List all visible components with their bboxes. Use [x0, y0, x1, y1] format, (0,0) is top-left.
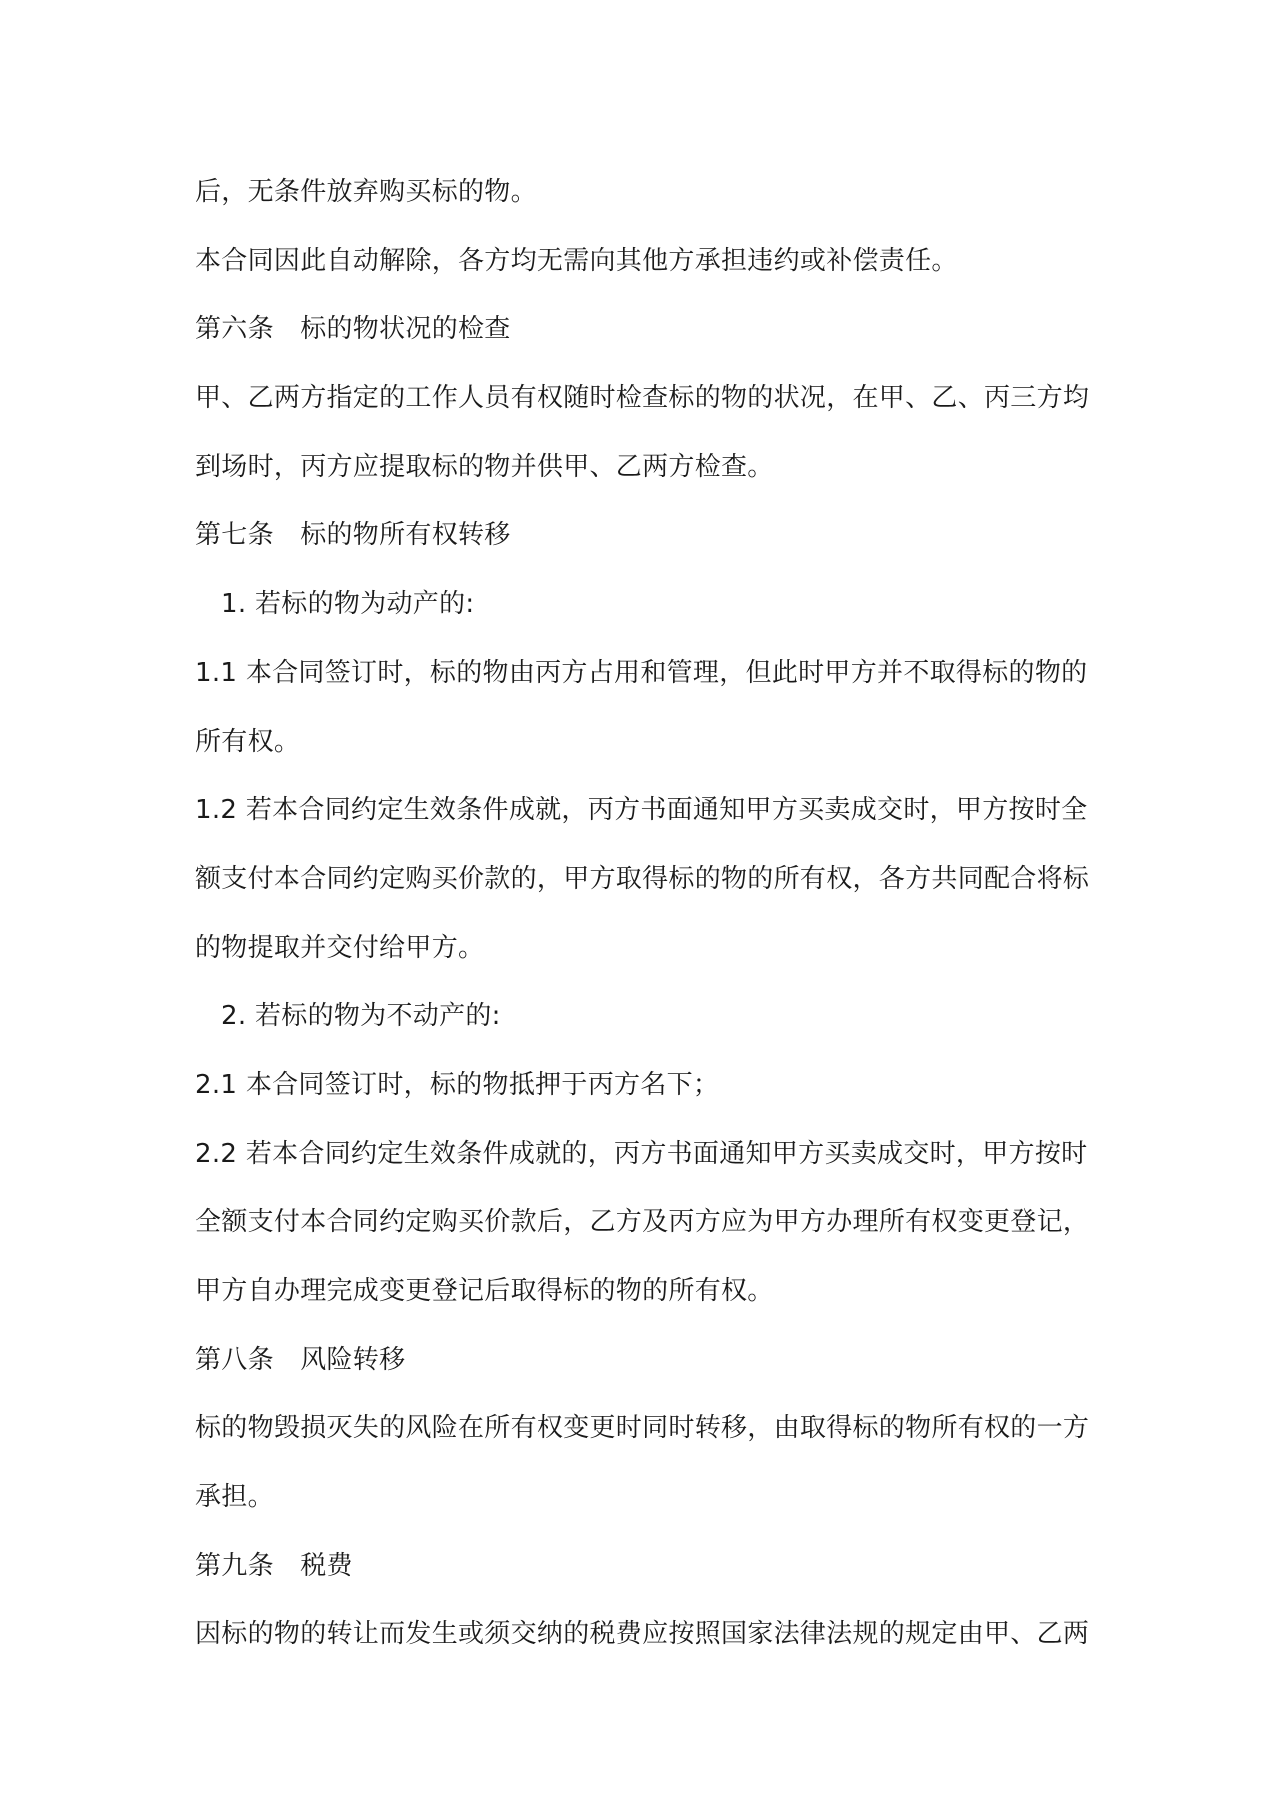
- text-line: 因标的物的转让而发生或须交纳的税费应按照国家法律法规的规定由甲、乙两: [195, 1619, 1090, 1650]
- text-line: 所有权。: [195, 726, 301, 757]
- text-line: 全额支付本合同约定购买价款后，乙方及丙方应为甲方办理所有权变更登记，: [195, 1207, 1090, 1238]
- text-line: 甲方自办理完成变更登记后取得标的物的所有权。: [195, 1276, 774, 1306]
- text-line: 到场时，丙方应提取标的物并供甲、乙两方检查。: [195, 451, 774, 482]
- text-line: 标的物毁损灭失的风险在所有权变更时同时转移，由取得标的物所有权的一方: [195, 1413, 1090, 1444]
- text-line: 1.1 本合同签订时，标的物由丙方占用和管理，但此时甲方并不取得标的物的: [195, 657, 1088, 688]
- section-heading: 第九条 税费: [195, 1550, 353, 1581]
- text-line: 承担。: [195, 1482, 274, 1513]
- text-line: 本合同因此自动解除，各方均无需向其他方承担违约或补偿责任。: [195, 245, 958, 276]
- text-line: 甲、乙两方指定的工作人员有权随时检查标的物的状况，在甲、乙、丙三方均: [195, 383, 1090, 414]
- text-line: 2.2 若本合同约定生效条件成就的，丙方书面通知甲方买卖成交时，甲方按时: [195, 1138, 1088, 1169]
- section-heading: 第八条 风险转移: [195, 1344, 406, 1375]
- list-item: 2. 若标的物为不动产的:: [221, 1001, 501, 1032]
- document-page: [195, 172, 1090, 1683]
- section-heading: 第七条 标的物所有权转移: [195, 520, 511, 551]
- text-line: 额支付本合同约定购买价款的，甲方取得标的物的所有权，各方共同配合将标: [195, 863, 1090, 894]
- text-line: 2.1 本合同签订时，标的物抵押于丙方名下；: [195, 1069, 720, 1100]
- list-item: 1. 若标的物为动产的:: [221, 589, 475, 620]
- section-heading: 第六条 标的物状况的检查: [195, 314, 511, 345]
- text-line: 的物提取并交付给甲方。: [195, 932, 485, 963]
- text-line: 1.2 若本合同约定生效条件成就，丙方书面通知甲方买卖成交时，甲方按时全: [195, 795, 1088, 826]
- text-line: 后，无条件放弃购买标的物。: [195, 177, 537, 207]
